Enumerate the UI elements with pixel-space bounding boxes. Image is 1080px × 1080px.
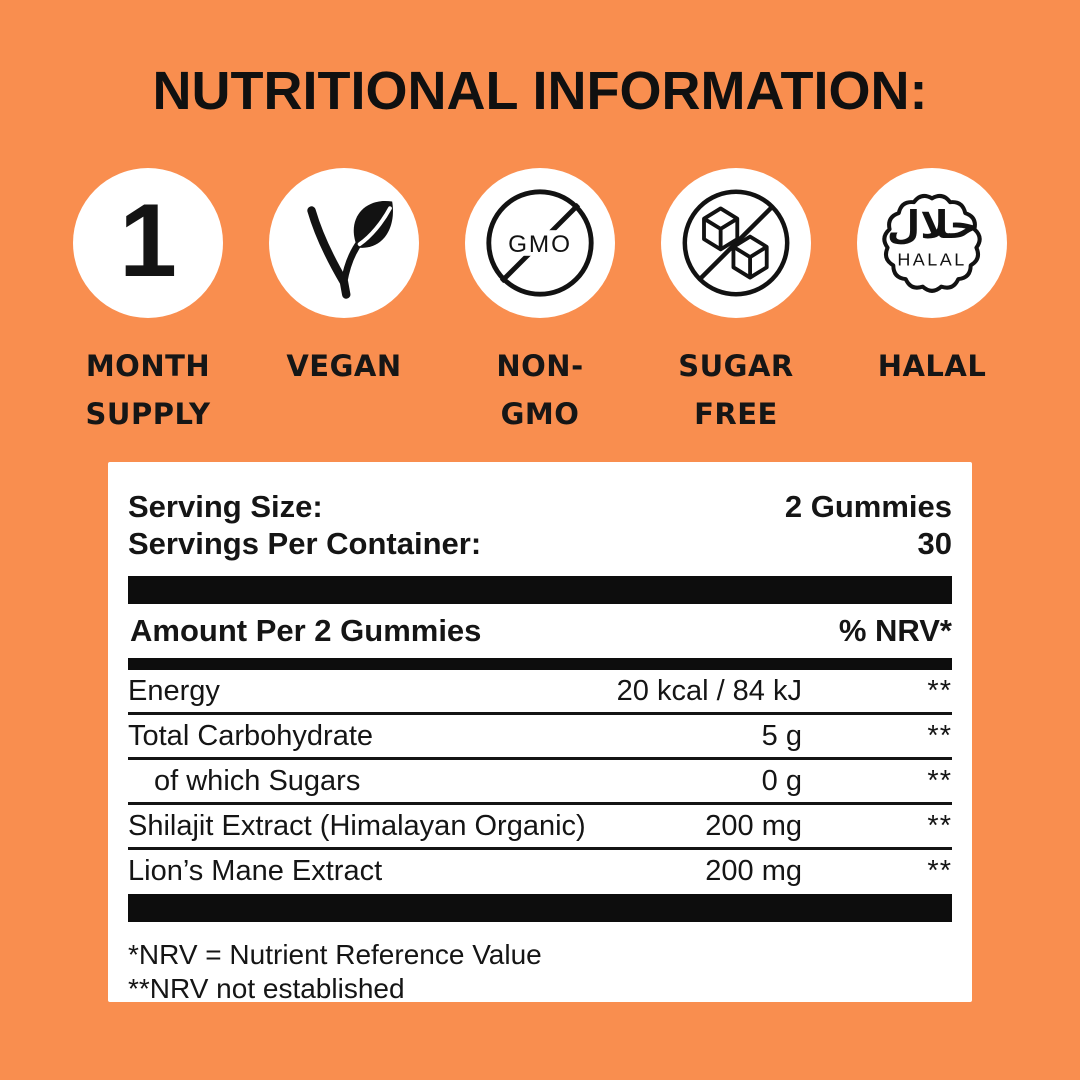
- halal-seal-icon: [870, 181, 994, 305]
- nutrient-amount: 20 kcal / 84 kJ: [616, 675, 802, 707]
- nutrition-row: [128, 805, 952, 850]
- nutrient-nrv: **: [927, 855, 952, 887]
- halal-latin-text: HALAL: [897, 249, 967, 270]
- badge-label-line: MONTH: [85, 349, 211, 383]
- badge-sugar-free: [638, 168, 834, 438]
- vegan-circle: [269, 168, 419, 318]
- badge-label-line: SUGAR: [678, 349, 794, 383]
- nutrient-nrv: **: [927, 720, 952, 752]
- nrv-header: % NRV*: [838, 613, 952, 648]
- number-1-icon: 1: [119, 183, 177, 299]
- nutrient-amount: 5 g: [761, 720, 802, 752]
- month-supply-circle: [73, 168, 223, 318]
- servings-per-container-value: 30: [917, 526, 952, 561]
- badge-label-line: FREE: [694, 397, 778, 431]
- footnote-nrv-definition: *NRV = Nutrient Reference Value: [128, 939, 542, 970]
- nutrient-nrv: **: [927, 675, 952, 707]
- nutrition-row: [128, 850, 952, 892]
- nutrient-name: Shilajit Extract (Himalayan Organic): [128, 810, 586, 842]
- divider-bar-thick: [128, 894, 952, 922]
- halal-circle: [857, 168, 1007, 318]
- badge-month-supply: [50, 168, 246, 438]
- nutrition-row: [128, 670, 952, 715]
- nutrition-row: [128, 715, 952, 760]
- serving-size-row: [128, 488, 952, 525]
- badge-non-gmo-label: [496, 342, 583, 438]
- nutrition-rows: [128, 670, 952, 892]
- badge-sugar-free-label: [678, 342, 794, 438]
- nutrient-nrv: **: [927, 765, 952, 797]
- servings-per-container-label: Servings Per Container:: [128, 526, 482, 561]
- amount-header-row: [128, 604, 952, 658]
- gmo-icon-text: GMO: [508, 230, 572, 258]
- nutrient-name: Lion’s Mane Extract: [128, 855, 383, 887]
- no-gmo-icon: [476, 179, 604, 307]
- vegan-leaf-icon: [288, 187, 400, 299]
- non-gmo-circle: [465, 168, 615, 318]
- badge-halal: [834, 168, 1030, 438]
- nutrition-row: [128, 760, 952, 805]
- footnotes: [128, 938, 952, 1006]
- badge-vegan: [246, 168, 442, 438]
- badge-vegan-label: [286, 342, 401, 390]
- nutrient-name: of which Sugars: [154, 765, 361, 797]
- no-sugar-cubes-icon: [672, 179, 800, 307]
- amount-header: Amount Per 2 Gummies: [130, 613, 482, 648]
- sugar-free-circle: [661, 168, 811, 318]
- nutrient-name: Total Carbohydrate: [128, 720, 374, 752]
- badge-label-line: HALAL: [877, 349, 987, 383]
- nutrient-amount: 200 mg: [705, 810, 802, 842]
- badge-month-supply-label: [86, 342, 211, 438]
- badge-halal-label: [878, 342, 987, 390]
- footnote-nrv-not-established: **NRV not established: [128, 973, 405, 1004]
- servings-per-container-row: [128, 525, 952, 562]
- nutrient-amount: 0 g: [761, 765, 802, 797]
- divider-bar-medium: [128, 658, 952, 670]
- nutrition-panel: [108, 462, 972, 1002]
- halal-arabic-text: حلال: [886, 203, 978, 249]
- badge-row: [50, 168, 1030, 438]
- nutrient-amount: 200 mg: [705, 855, 802, 887]
- badge-label-line: NON-: [496, 349, 584, 383]
- nutrient-name: Energy: [128, 675, 220, 707]
- badge-label-line: GMO: [500, 397, 580, 431]
- nutrient-nrv: **: [927, 810, 952, 842]
- divider-bar-thick: [128, 576, 952, 604]
- badge-non-gmo: [442, 168, 638, 438]
- badge-label-line: VEGAN: [286, 349, 402, 383]
- badge-label-line: SUPPLY: [85, 397, 211, 431]
- serving-size-label: Serving Size:: [128, 489, 323, 524]
- page-title: NUTRITIONAL INFORMATION:: [152, 61, 928, 121]
- serving-size-value: 2 Gummies: [784, 489, 952, 524]
